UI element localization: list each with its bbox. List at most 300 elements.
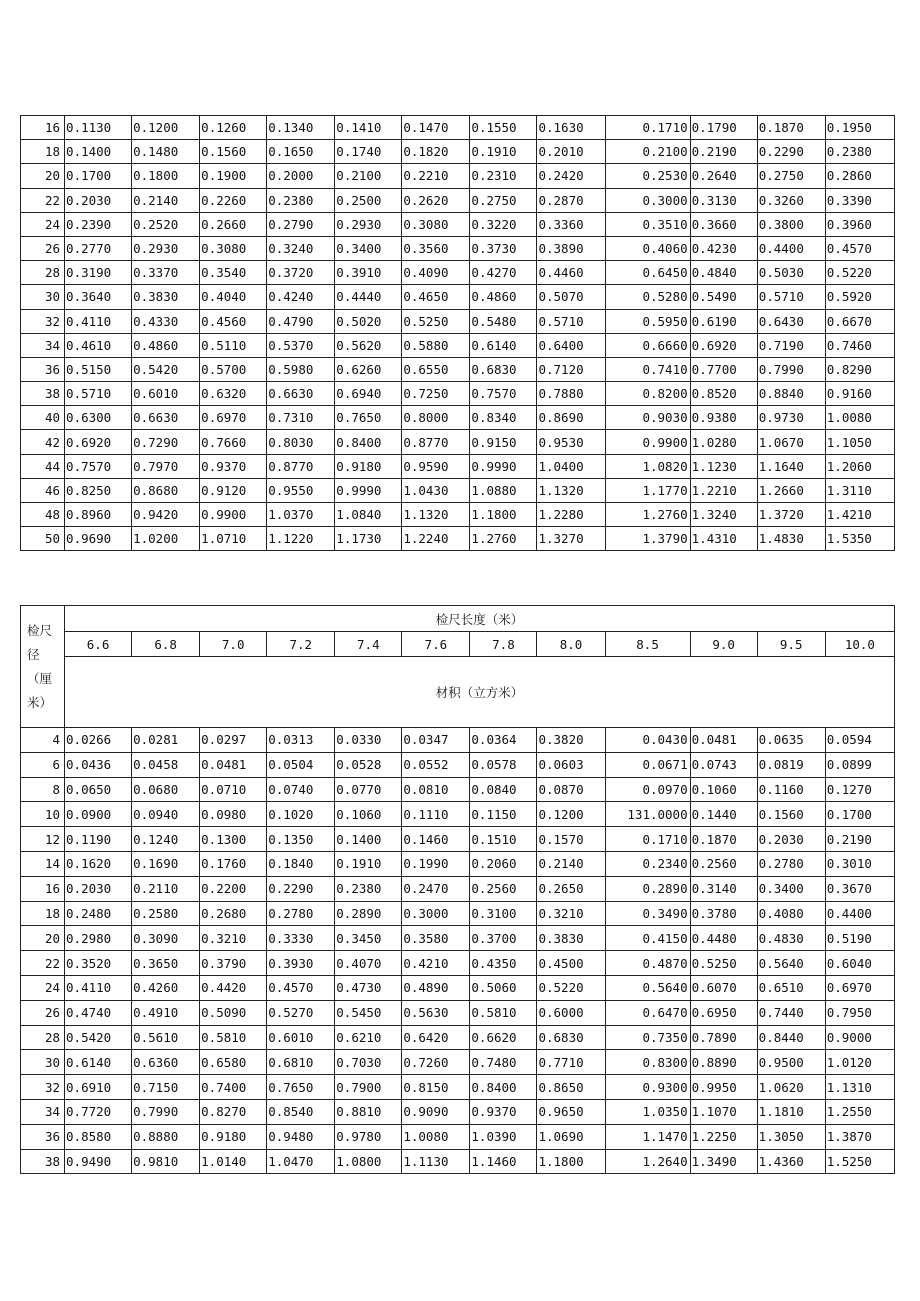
volume-cell: 0.4150 <box>605 926 690 951</box>
length-cell: 7.6 <box>402 632 470 657</box>
volume-cell: 0.4040 <box>200 285 267 309</box>
table-row <box>21 188 895 212</box>
volume-cell: 0.4260 <box>132 975 200 1000</box>
volume-cell: 0.9900 <box>200 503 267 527</box>
volume-cell: 0.2640 <box>690 164 757 188</box>
volume-cell: 0.4080 <box>757 901 825 926</box>
volume-cell: 0.5270 <box>267 1000 335 1025</box>
volume-cell: 0.0347 <box>402 728 470 753</box>
volume-cell: 0.5880 <box>402 333 470 357</box>
volume-cell: 0.6630 <box>267 382 335 406</box>
volume-cell: 0.6580 <box>200 1050 267 1075</box>
volume-cell: 0.2030 <box>65 876 132 901</box>
volume-cell: 0.5920 <box>825 285 894 309</box>
volume-cell: 1.5250 <box>825 1149 894 1174</box>
volume-cell: 0.8150 <box>402 1075 470 1100</box>
volume-cell: 0.1820 <box>402 140 470 164</box>
volume-cell: 0.7950 <box>825 1000 894 1025</box>
diameter-cell: 24 <box>21 975 65 1000</box>
volume-cell: 0.6190 <box>690 309 757 333</box>
volume-cell: 0.4500 <box>537 951 605 976</box>
volume-cell: 0.1910 <box>335 851 402 876</box>
volume-cell: 0.3190 <box>65 261 132 285</box>
volume-cell: 1.3240 <box>690 503 757 527</box>
table-row <box>21 752 895 777</box>
volume-cell: 0.8810 <box>335 1099 402 1124</box>
volume-cell: 0.6970 <box>200 406 267 430</box>
volume-cell: 0.6450 <box>605 261 690 285</box>
volume-cell: 0.2560 <box>690 851 757 876</box>
length-cell: 8.0 <box>537 632 605 657</box>
volume-cell: 0.4860 <box>470 285 537 309</box>
volume-cell: 1.1310 <box>825 1075 894 1100</box>
volume-cell: 0.7970 <box>132 454 200 478</box>
volume-cell: 0.3510 <box>605 212 690 236</box>
volume-cell: 0.9030 <box>605 406 690 430</box>
volume-cell: 0.4350 <box>470 951 537 976</box>
volume-cell: 0.5280 <box>605 285 690 309</box>
table-row <box>21 876 895 901</box>
volume-cell: 0.1510 <box>470 827 537 852</box>
volume-cell: 0.1990 <box>402 851 470 876</box>
volume-cell: 0.1910 <box>470 140 537 164</box>
volume-cell: 0.1760 <box>200 851 267 876</box>
volume-cell: 1.2660 <box>757 478 825 502</box>
volume-cell: 0.5250 <box>402 309 470 333</box>
diameter-cell: 50 <box>21 527 65 551</box>
diameter-cell: 16 <box>21 876 65 901</box>
volume-cell: 0.1560 <box>200 140 267 164</box>
volume-cell: 1.1800 <box>537 1149 605 1174</box>
volume-cell: 0.9090 <box>402 1099 470 1124</box>
diameter-cell: 10 <box>21 802 65 827</box>
volume-cell: 0.2660 <box>200 212 267 236</box>
volume-cell: 0.5810 <box>200 1025 267 1050</box>
volume-table <box>20 605 895 1174</box>
volume-cell: 0.4650 <box>402 285 470 309</box>
volume-cell: 0.0743 <box>690 752 757 777</box>
volume-cell: 0.9300 <box>605 1075 690 1100</box>
volume-cell: 1.1220 <box>267 527 335 551</box>
volume-cell: 0.1400 <box>335 827 402 852</box>
volume-cell: 0.6300 <box>65 406 132 430</box>
volume-cell: 0.2210 <box>402 164 470 188</box>
volume-cell: 0.7030 <box>335 1050 402 1075</box>
volume-cell: 0.8200 <box>605 382 690 406</box>
volume-cell: 0.2750 <box>757 164 825 188</box>
volume-cell: 0.5220 <box>825 261 894 285</box>
volume-cell: 0.9650 <box>537 1099 605 1124</box>
diameter-cell: 28 <box>21 261 65 285</box>
volume-cell: 0.2680 <box>200 901 267 926</box>
volume-cell: 1.0470 <box>267 1149 335 1174</box>
volume-cell: 0.3100 <box>470 901 537 926</box>
volume-cell: 1.0080 <box>825 406 894 430</box>
volume-cell: 1.0710 <box>200 527 267 551</box>
volume-cell: 0.0266 <box>65 728 132 753</box>
volume-cell: 0.6950 <box>690 1000 757 1025</box>
volume-cell: 0.5150 <box>65 357 132 381</box>
volume-cell: 0.0330 <box>335 728 402 753</box>
volume-cell: 0.1060 <box>335 802 402 827</box>
volume-cell: 1.1810 <box>757 1099 825 1124</box>
volume-cell: 0.3910 <box>335 261 402 285</box>
volume-cell: 0.1620 <box>65 851 132 876</box>
volume-cell: 0.2390 <box>65 212 132 236</box>
volume-cell: 0.3490 <box>605 901 690 926</box>
volume-cell: 0.2140 <box>537 851 605 876</box>
table-row <box>21 901 895 926</box>
volume-cell: 1.2550 <box>825 1099 894 1124</box>
table-row <box>21 454 895 478</box>
table-row <box>21 1124 895 1149</box>
volume-cell: 0.4480 <box>690 926 757 951</box>
volume-cell: 0.2290 <box>267 876 335 901</box>
table-row <box>21 975 895 1000</box>
volume-cell: 0.2560 <box>470 876 537 901</box>
volume-cell: 1.3110 <box>825 478 894 502</box>
volume-cell: 0.9150 <box>470 430 537 454</box>
volume-cell: 0.7570 <box>65 454 132 478</box>
volume-cell: 0.0671 <box>605 752 690 777</box>
volume-cell: 0.8340 <box>470 406 537 430</box>
length-cell: 7.0 <box>200 632 267 657</box>
diameter-cell: 46 <box>21 478 65 502</box>
volume-cell: 0.1460 <box>402 827 470 852</box>
volume-cell: 0.2380 <box>825 140 894 164</box>
volume-cell: 0.1870 <box>690 827 757 852</box>
volume-cell: 0.6140 <box>470 333 537 357</box>
diameter-cell: 4 <box>21 728 65 753</box>
volume-cell: 0.3670 <box>825 876 894 901</box>
volume-cell: 0.0899 <box>825 752 894 777</box>
volume-cell: 0.3130 <box>690 188 757 212</box>
volume-cell: 0.5640 <box>757 951 825 976</box>
volume-cell: 0.0603 <box>537 752 605 777</box>
length-cell: 9.0 <box>690 632 757 657</box>
diameter-cell: 34 <box>21 333 65 357</box>
volume-cell: 0.3090 <box>132 926 200 951</box>
volume-cell: 0.7700 <box>690 357 757 381</box>
volume-cell: 0.7900 <box>335 1075 402 1100</box>
volume-cell: 0.3830 <box>132 285 200 309</box>
length-cell: 7.4 <box>335 632 402 657</box>
volume-cell: 0.5420 <box>65 1025 132 1050</box>
volume-cell: 0.2010 <box>537 140 605 164</box>
volume-cell: 1.3720 <box>757 503 825 527</box>
volume-cell: 0.9120 <box>200 478 267 502</box>
volume-cell: 0.8270 <box>200 1099 267 1124</box>
volume-cell: 0.5630 <box>402 1000 470 1025</box>
volume-cell: 0.2980 <box>65 926 132 951</box>
diameter-cell: 32 <box>21 309 65 333</box>
volume-cell: 0.9730 <box>757 406 825 430</box>
volume-cell: 0.2420 <box>537 164 605 188</box>
volume-cell: 0.4840 <box>690 261 757 285</box>
volume-cell: 1.0800 <box>335 1149 402 1174</box>
volume-cell: 0.1550 <box>470 116 537 140</box>
volume-cell: 0.4890 <box>402 975 470 1000</box>
table-row <box>21 140 895 164</box>
volume-cell: 1.1640 <box>757 454 825 478</box>
volume-cell: 0.4610 <box>65 333 132 357</box>
volume-cell: 0.0297 <box>200 728 267 753</box>
volume-cell: 0.7880 <box>537 382 605 406</box>
volume-cell: 0.2750 <box>470 188 537 212</box>
volume-cell: 0.3790 <box>200 951 267 976</box>
volume-cell: 0.3700 <box>470 926 537 951</box>
volume-cell: 0.4790 <box>267 309 335 333</box>
length-cell: 6.8 <box>132 632 200 657</box>
volume-cell: 0.5810 <box>470 1000 537 1025</box>
volume-cell: 0.8960 <box>65 503 132 527</box>
volume-cell: 0.2520 <box>132 212 200 236</box>
volume-cell: 0.2860 <box>825 164 894 188</box>
table-row <box>21 527 895 551</box>
volume-cell: 0.4240 <box>267 285 335 309</box>
volume-cell: 0.1130 <box>65 116 132 140</box>
volume-cell: 1.3870 <box>825 1124 894 1149</box>
volume-cell: 0.2190 <box>825 827 894 852</box>
volume-cell: 0.2530 <box>605 164 690 188</box>
diameter-cell: 34 <box>21 1099 65 1124</box>
volume-cell: 0.8030 <box>267 430 335 454</box>
volume-cell: 0.6550 <box>402 357 470 381</box>
volume-cell: 0.5420 <box>132 357 200 381</box>
volume-cell: 0.5490 <box>690 285 757 309</box>
table-row <box>21 1149 895 1174</box>
table-row <box>21 261 895 285</box>
volume-cell: 0.2030 <box>65 188 132 212</box>
diameter-cell: 24 <box>21 212 65 236</box>
volume-cell: 1.0430 <box>402 478 470 502</box>
volume-cell: 0.2620 <box>402 188 470 212</box>
length-header: 检尺长度（米） <box>65 606 895 632</box>
volume-cell: 0.2790 <box>267 212 335 236</box>
volume-cell: 0.9690 <box>65 527 132 551</box>
table-row <box>21 116 895 140</box>
volume-cell: 0.8580 <box>65 1124 132 1149</box>
table-row <box>21 1000 895 1025</box>
volume-cell: 0.0578 <box>470 752 537 777</box>
diameter-cell: 22 <box>21 188 65 212</box>
volume-cell: 0.0680 <box>132 777 200 802</box>
table-row <box>21 236 895 260</box>
volume-cell: 1.0350 <box>605 1099 690 1124</box>
volume-cell: 0.6000 <box>537 1000 605 1025</box>
volume-cell: 0.1400 <box>65 140 132 164</box>
volume-cell: 0.1700 <box>825 802 894 827</box>
volume-cell: 0.0740 <box>267 777 335 802</box>
volume-cell: 0.8250 <box>65 478 132 502</box>
volume-cell: 1.0200 <box>132 527 200 551</box>
volume-cell: 0.1690 <box>132 851 200 876</box>
volume-cell: 1.1470 <box>605 1124 690 1149</box>
volume-cell: 0.2890 <box>605 876 690 901</box>
volume-cell: 0.4210 <box>402 951 470 976</box>
volume-cell: 0.8540 <box>267 1099 335 1124</box>
volume-cell: 0.2260 <box>200 188 267 212</box>
volume-cell: 0.4460 <box>537 261 605 285</box>
volume-cell: 0.1060 <box>690 777 757 802</box>
length-cell: 6.6 <box>65 632 132 657</box>
volume-cell: 0.4270 <box>470 261 537 285</box>
volume-cell: 0.0364 <box>470 728 537 753</box>
volume-cell: 0.0710 <box>200 777 267 802</box>
volume-cell: 1.0690 <box>537 1124 605 1149</box>
volume-cell: 0.0635 <box>757 728 825 753</box>
volume-cell: 0.3140 <box>690 876 757 901</box>
volume-cell: 0.2930 <box>335 212 402 236</box>
volume-cell: 0.4400 <box>757 236 825 260</box>
table-row <box>21 382 895 406</box>
volume-cell: 0.3260 <box>757 188 825 212</box>
volume-cell: 0.8680 <box>132 478 200 502</box>
volume-cell: 1.1130 <box>402 1149 470 1174</box>
volume-cell: 0.8300 <box>605 1050 690 1075</box>
volume-cell: 0.3580 <box>402 926 470 951</box>
volume-cell: 1.1770 <box>605 478 690 502</box>
volume-cell: 0.9480 <box>267 1124 335 1149</box>
volume-cell: 0.2340 <box>605 851 690 876</box>
volume-cell: 0.7570 <box>470 382 537 406</box>
volume-cell: 1.2210 <box>690 478 757 502</box>
volume-cell: 1.5350 <box>825 527 894 551</box>
table-body <box>21 728 895 1174</box>
volume-cell: 0.5190 <box>825 926 894 951</box>
volume-cell: 0.3400 <box>335 236 402 260</box>
volume-cell: 0.2650 <box>537 876 605 901</box>
volume-cell: 0.3660 <box>690 212 757 236</box>
volume-cell: 1.0390 <box>470 1124 537 1149</box>
volume-cell: 1.0620 <box>757 1075 825 1100</box>
volume-cell: 0.5030 <box>757 261 825 285</box>
volume-cell: 0.0430 <box>605 728 690 753</box>
volume-cell: 0.6810 <box>267 1050 335 1075</box>
volume-cell: 1.4360 <box>757 1149 825 1174</box>
volume-cell: 0.2200 <box>200 876 267 901</box>
volume-cell: 0.9990 <box>470 454 537 478</box>
volume-cell: 0.3400 <box>757 876 825 901</box>
volume-cell: 0.7250 <box>402 382 470 406</box>
volume-cell: 0.6920 <box>690 333 757 357</box>
volume-cell: 0.1800 <box>132 164 200 188</box>
volume-cell: 1.1460 <box>470 1149 537 1174</box>
volume-cell: 0.6620 <box>470 1025 537 1050</box>
volume-cell: 0.6430 <box>757 309 825 333</box>
volume-cell: 0.0504 <box>267 752 335 777</box>
volume-cell: 0.1260 <box>200 116 267 140</box>
volume-cell: 0.4830 <box>757 926 825 951</box>
length-cell: 9.5 <box>757 632 825 657</box>
volume-cell: 0.8440 <box>757 1025 825 1050</box>
volume-cell: 1.2060 <box>825 454 894 478</box>
volume-cell: 0.8880 <box>132 1124 200 1149</box>
volume-cell: 0.5220 <box>537 975 605 1000</box>
volume-cell: 0.4870 <box>605 951 690 976</box>
volume-cell: 0.6970 <box>825 975 894 1000</box>
volume-cell: 0.1410 <box>335 116 402 140</box>
volume-cell: 0.2770 <box>65 236 132 260</box>
volume-cell: 0.3540 <box>200 261 267 285</box>
volume-cell: 0.3330 <box>267 926 335 951</box>
volume-cell: 0.1340 <box>267 116 335 140</box>
volume-cell: 0.4440 <box>335 285 402 309</box>
volume-cell: 1.3490 <box>690 1149 757 1174</box>
volume-cell: 0.5610 <box>132 1025 200 1050</box>
length-values-row <box>21 632 895 657</box>
volume-cell: 0.3800 <box>757 212 825 236</box>
volume-cell: 1.0670 <box>757 430 825 454</box>
volume-cell: 0.1650 <box>267 140 335 164</box>
table-row <box>21 309 895 333</box>
volume-cell: 0.8770 <box>402 430 470 454</box>
volume-cell: 0.1480 <box>132 140 200 164</box>
volume-cell: 0.7460 <box>825 333 894 357</box>
volume-cell: 0.2060 <box>470 851 537 876</box>
table-row <box>21 951 895 976</box>
volume-cell: 0.3010 <box>825 851 894 876</box>
diameter-cell: 40 <box>21 406 65 430</box>
volume-cell: 0.1900 <box>200 164 267 188</box>
volume-cell: 0.1240 <box>132 827 200 852</box>
volume-cell: 0.1190 <box>65 827 132 852</box>
volume-cell: 0.6940 <box>335 382 402 406</box>
diameter-cell: 36 <box>21 1124 65 1149</box>
diameter-cell: 14 <box>21 851 65 876</box>
volume-cell: 0.2890 <box>335 901 402 926</box>
volume-cell: 0.1700 <box>65 164 132 188</box>
diameter-cell: 38 <box>21 382 65 406</box>
volume-cell: 0.7290 <box>132 430 200 454</box>
volume-cell: 0.4110 <box>65 975 132 1000</box>
volume-cell: 0.3450 <box>335 926 402 951</box>
diameter-cell: 30 <box>21 285 65 309</box>
volume-cell: 0.3000 <box>605 188 690 212</box>
volume-cell: 0.5450 <box>335 1000 402 1025</box>
volume-cell: 0.2500 <box>335 188 402 212</box>
table-row <box>21 1025 895 1050</box>
volume-cell: 0.5110 <box>200 333 267 357</box>
volume-cell: 0.5980 <box>267 357 335 381</box>
volume-cell: 0.9370 <box>470 1099 537 1124</box>
diameter-cell: 20 <box>21 926 65 951</box>
diameter-cell: 12 <box>21 827 65 852</box>
volume-cell: 0.2480 <box>65 901 132 926</box>
volume-cell: 0.4400 <box>825 901 894 926</box>
volume-cell: 0.4070 <box>335 951 402 976</box>
table-row <box>21 357 895 381</box>
volume-cell: 1.1320 <box>402 503 470 527</box>
volume-cell: 0.3890 <box>537 236 605 260</box>
volume-cell: 0.4740 <box>65 1000 132 1025</box>
volume-cell: 0.9180 <box>200 1124 267 1149</box>
table-row <box>21 728 895 753</box>
volume-cell: 1.1320 <box>537 478 605 502</box>
volume-cell: 0.7710 <box>537 1050 605 1075</box>
volume-cell: 0.9780 <box>335 1124 402 1149</box>
table-row <box>21 1075 895 1100</box>
volume-cell: 0.4330 <box>132 309 200 333</box>
volume-cell: 0.3650 <box>132 951 200 976</box>
table-row <box>21 827 895 852</box>
volume-cell: 0.5950 <box>605 309 690 333</box>
volume-cell: 0.3080 <box>200 236 267 260</box>
volume-cell: 0.6670 <box>825 309 894 333</box>
volume-cell: 0.0810 <box>402 777 470 802</box>
volume-cell: 1.2250 <box>690 1124 757 1149</box>
volume-cell: 0.3360 <box>537 212 605 236</box>
